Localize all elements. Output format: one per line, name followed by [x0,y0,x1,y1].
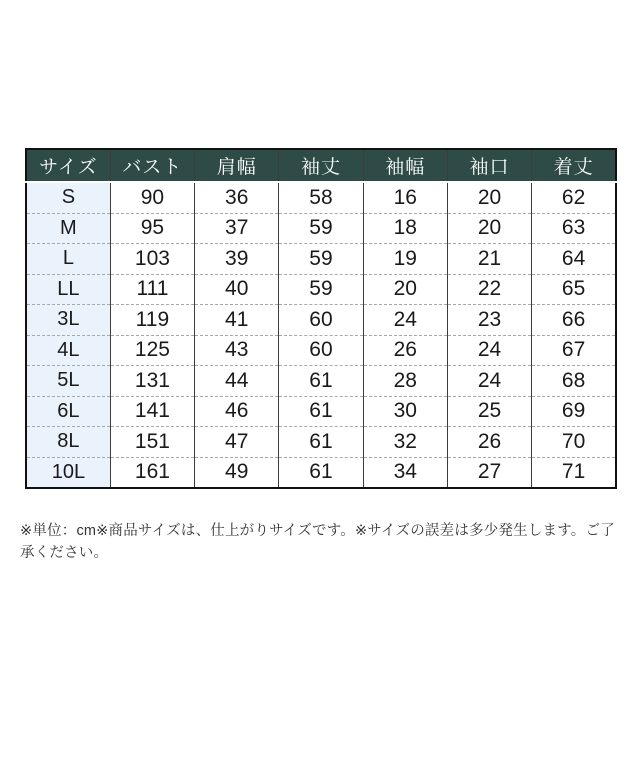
value-cell: 62 [532,182,616,213]
value-cell: 22 [447,274,531,305]
value-cell: 65 [532,274,616,305]
size-cell: 4L [26,335,110,366]
value-cell: 67 [532,335,616,366]
value-cell: 41 [195,305,279,336]
value-cell: 69 [532,396,616,427]
size-cell: M [26,213,110,244]
table-row [26,366,616,397]
size-cell: L [26,244,110,275]
value-cell: 66 [532,305,616,336]
table-row [26,213,616,244]
header-cell-size: サイズ [26,149,110,182]
unit-note: ※単位：cm※商品サイズは、仕上がりサイズです。※サイズの誤差は多少発生します。ご了承ください。 [20,523,615,561]
table-row [26,305,616,336]
value-cell: 36 [195,182,279,213]
table-row [26,396,616,427]
value-cell: 16 [363,182,447,213]
value-cell: 39 [195,244,279,275]
value-cell: 19 [363,244,447,275]
value-cell: 161 [110,457,194,488]
value-cell: 70 [532,427,616,458]
table-row [26,335,616,366]
value-cell: 49 [195,457,279,488]
size-cell: LL [26,274,110,305]
value-cell: 30 [363,396,447,427]
value-cell: 40 [195,274,279,305]
size-cell: 6L [26,396,110,427]
value-cell: 131 [110,366,194,397]
value-cell: 37 [195,213,279,244]
value-cell: 58 [279,182,363,213]
value-cell: 43 [195,335,279,366]
header-cell: 着丈 [532,149,616,182]
value-cell: 61 [279,396,363,427]
size-cell: 10L [26,457,110,488]
value-cell: 26 [447,427,531,458]
table-header [26,149,616,182]
value-cell: 61 [279,366,363,397]
value-cell: 32 [363,427,447,458]
value-cell: 59 [279,213,363,244]
value-cell: 28 [363,366,447,397]
value-cell: 151 [110,427,194,458]
value-cell: 44 [195,366,279,397]
value-cell: 61 [279,427,363,458]
table-body [26,182,616,488]
value-cell: 119 [110,305,194,336]
value-cell: 111 [110,274,194,305]
size-cell: S [26,182,110,213]
table-row [26,182,616,213]
size-cell: 5L [26,366,110,397]
value-cell: 59 [279,244,363,275]
header-cell: 袖丈 [279,149,363,182]
value-cell: 68 [532,366,616,397]
value-cell: 23 [447,305,531,336]
value-cell: 103 [110,244,194,275]
size-chart-table [25,148,617,489]
value-cell: 27 [447,457,531,488]
value-cell: 18 [363,213,447,244]
value-cell: 90 [110,182,194,213]
size-cell: 8L [26,427,110,458]
value-cell: 141 [110,396,194,427]
value-cell: 71 [532,457,616,488]
value-cell: 63 [532,213,616,244]
table-row [26,427,616,458]
value-cell: 24 [447,335,531,366]
header-cell: 袖幅 [363,149,447,182]
table-row [26,244,616,275]
value-cell: 46 [195,396,279,427]
value-cell: 24 [363,305,447,336]
value-cell: 59 [279,274,363,305]
size-cell: 3L [26,305,110,336]
value-cell: 61 [279,457,363,488]
header-row [26,149,616,182]
value-cell: 20 [447,213,531,244]
value-cell: 34 [363,457,447,488]
value-cell: 95 [110,213,194,244]
value-cell: 21 [447,244,531,275]
value-cell: 60 [279,335,363,366]
header-cell: バスト [110,149,194,182]
header-cell: 肩幅 [195,149,279,182]
value-cell: 20 [447,182,531,213]
value-cell: 20 [363,274,447,305]
header-cell: 袖口 [447,149,531,182]
value-cell: 60 [279,305,363,336]
table-row [26,274,616,305]
value-cell: 25 [447,396,531,427]
value-cell: 26 [363,335,447,366]
value-cell: 64 [532,244,616,275]
table-row [26,457,616,488]
value-cell: 47 [195,427,279,458]
value-cell: 24 [447,366,531,397]
value-cell: 125 [110,335,194,366]
